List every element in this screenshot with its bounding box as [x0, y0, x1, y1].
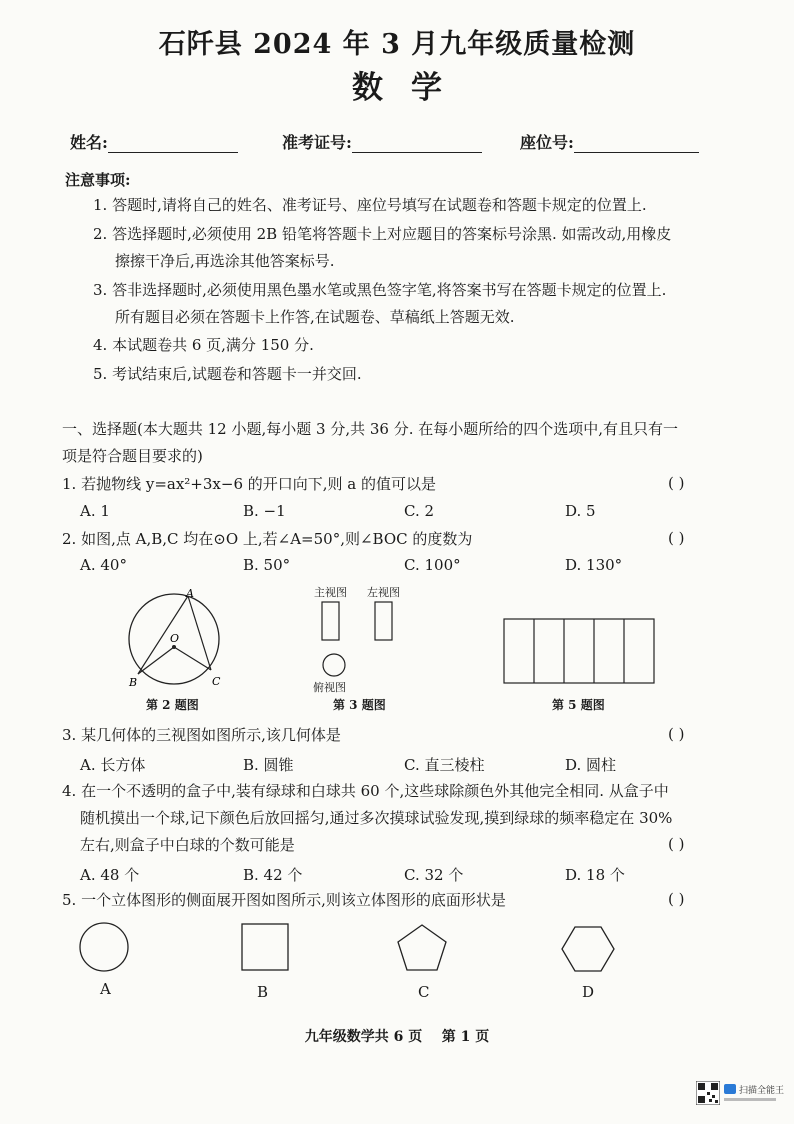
page-footer: 九年级数学共 6 页 第 1 页	[304, 1029, 490, 1045]
figure-5-caption: 第 5 题图	[552, 698, 605, 712]
fig3-front-label: 主视图	[314, 586, 347, 599]
q4-stem-line1: 4. 在一个不透明的盒子中,装有绿球和白球共 60 个,这些球除颜色外其他完全相同. 从盒子中	[62, 782, 669, 800]
scanner-logo-icon	[724, 1084, 736, 1094]
scanner-watermark-subline	[724, 1098, 776, 1101]
q2-option-a: A. 40°	[80, 556, 127, 574]
shape-hexagon	[562, 927, 614, 971]
qr-code-icon	[696, 1081, 720, 1105]
q1-stem: 1. 若抛物线 y=ax²+3x−6 的开口向下,则 a 的值可以是	[62, 475, 437, 493]
q4-option-b: B. 42 个	[243, 866, 303, 884]
q5-option-c: C	[418, 983, 430, 1001]
name-field	[70, 130, 238, 153]
q5-stem: 5. 一个立体图形的侧面展开图如图所示,则该立体图形的底面形状是	[62, 891, 506, 909]
notice-item-5: 5. 考试结束后,试题卷和答题卡一并交回.	[93, 365, 362, 383]
q3-option-c: C. 直三棱柱	[404, 756, 485, 774]
q4-answer-paren: ( )	[668, 835, 685, 853]
q4-option-c: C. 32 个	[404, 866, 464, 884]
q2-option-b: B. 50°	[243, 556, 291, 574]
q5-answer-paren: ( )	[668, 890, 685, 908]
figure-2-caption: 第 2 题图	[146, 698, 199, 712]
fig3-left-label: 左视图	[367, 586, 400, 599]
q1-option-a: A. 1	[80, 502, 110, 520]
fig2-label-b: B	[129, 676, 138, 689]
q3-option-a: A. 长方体	[80, 756, 146, 774]
q5-shapes	[70, 920, 730, 980]
q3-stem: 3. 某几何体的三视图如图所示,该几何体是	[62, 726, 341, 744]
q5-option-d: D	[582, 983, 595, 1001]
notice-item-3-cont: 所有题目必须在答题卡上作答,在试题卷、草稿纸上答题无效.	[115, 308, 515, 326]
figure-3-views	[315, 598, 405, 678]
shape-square	[242, 924, 288, 970]
seat-label: 座位号:	[520, 133, 574, 152]
fig2-label-a: A	[186, 587, 194, 600]
fig3-top-label: 俯视图	[313, 681, 346, 694]
q1-answer-paren: ( )	[668, 474, 685, 492]
q2-option-c: C. 100°	[404, 556, 461, 574]
notice-item-3: 3. 答非选择题时,必须使用黑色墨水笔或黑色签字笔,将答案书写在答题卡规定的位置上.	[93, 281, 667, 299]
exam-id-label: 准考证号:	[282, 133, 352, 152]
section-heading-line2: 项是符合题目要求的)	[62, 447, 203, 465]
notice-item-4: 4. 本试题卷共 6 页,满分 150 分.	[93, 336, 314, 354]
q2-stem: 2. 如图,点 A,B,C 均在⊙O 上,若∠A=50°,则∠BOC 的度数为	[62, 530, 473, 548]
scanner-watermark: 扫描全能王	[739, 1086, 785, 1096]
q5-option-a: A	[100, 980, 111, 998]
q1-option-d: D. 5	[565, 502, 596, 520]
seat-field	[520, 130, 699, 153]
q1-option-c: C. 2	[404, 502, 435, 520]
notice-item-2: 2. 答选择题时,必须使用 2B 铅笔将答题卡上对应题目的答案标号涂黑. 如需改动,用橡皮	[93, 225, 672, 243]
figure-2-circle	[118, 585, 238, 690]
q1-option-b: B. −1	[243, 502, 286, 520]
q3-option-d: D. 圆柱	[565, 756, 617, 774]
notice-item-1: 1. 答题时,请将自己的姓名、准考证号、座位号填写在试题卷和答题卡规定的位置上.	[93, 196, 647, 214]
q3-option-b: B. 圆锥	[243, 756, 294, 774]
shape-pentagon	[398, 925, 446, 970]
exam-title: 石阡县 2024 年 3 月九年级质量检测	[158, 29, 636, 60]
q5-option-b: B	[257, 983, 269, 1001]
q4-stem-line3: 左右,则盒子中白球的个数可能是	[80, 836, 295, 854]
q3-answer-paren: ( )	[668, 725, 685, 743]
q4-option-d: D. 18 个	[565, 866, 625, 884]
q2-answer-paren: ( )	[668, 529, 685, 547]
figure-5-net	[500, 616, 660, 688]
fig2-label-o: O	[170, 632, 180, 645]
name-label: 姓名:	[70, 133, 108, 152]
fig2-label-c: C	[212, 675, 221, 688]
subject-title: 数学	[352, 70, 470, 106]
q2-option-d: D. 130°	[565, 556, 623, 574]
section-heading-line1: 一、选择题(本大题共 12 小题,每小题 3 分,共 36 分. 在每小题所给的四个选项中,有且只有一	[62, 420, 679, 438]
notice-item-2-cont: 擦擦干净后,再选涂其他答案标号.	[115, 252, 335, 270]
notice-heading: 注意事项:	[65, 171, 131, 189]
q4-option-a: A. 48 个	[80, 866, 140, 884]
figure-3-caption: 第 3 题图	[333, 698, 386, 712]
exam-id-field	[282, 130, 482, 153]
q4-stem-line2: 随机摸出一个球,记下颜色后放回摇匀,通过多次摸球试验发现,摸到绿球的频率稳定在 30%	[80, 809, 673, 827]
shape-circle	[80, 923, 128, 971]
